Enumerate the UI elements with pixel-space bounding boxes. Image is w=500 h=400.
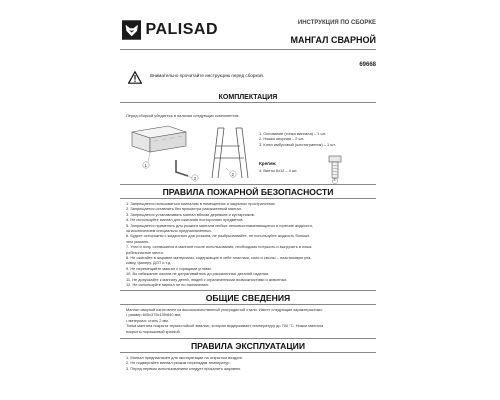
callout-1: 1 (144, 163, 147, 168)
general-divider-bottom (120, 304, 376, 305)
operation-divider-top (120, 338, 376, 339)
fire-rule-line: ковку, фанеру, ДСП и т.д. (126, 260, 172, 266)
warning-triangle-icon (128, 71, 142, 84)
fire-rule-line: 7. Угли и золу, оставшиеся в мангале после использования, необходимо потушить и выгрузить в пожа- (126, 244, 313, 250)
hex-key-figure (176, 160, 188, 176)
fire-safety-list (126, 201, 313, 288)
fox-logo-icon (122, 19, 141, 41)
fire-rule-line: 6. Будьте осторожны с жидкостью для розжига, не разбрызгивайте, не используйте жидкость больше, (126, 233, 311, 239)
general-line: Топка мангала покрыта термостойкой эмалью, которая выдерживает температуру до 700 °С. Ножки мангала (126, 323, 324, 329)
fire-rule-line: 11. Не допускайте к мангалу детей, людей с ограниченными возможностями и животных. (126, 276, 288, 282)
fire-rule-line: 9. Не перемещайте мангал с горящими углями. (126, 265, 212, 271)
header-divider (120, 49, 376, 50)
kit-components-figure (126, 122, 258, 182)
kit-divider-top (120, 102, 376, 103)
brazier-base-figure (132, 126, 186, 152)
kit-intro: Перед сборкой убедитесь в наличии следующих компонентов: (126, 113, 240, 118)
brand-name: PALISAD (145, 21, 218, 38)
fire-rule-line: 1. Запрещается пользоваться мангалом в помещениях и закрытых пространствах. (126, 201, 276, 206)
article-number: 69668 (359, 62, 376, 68)
kit-title: КОМПЛЕКТАЦИЯ (200, 94, 296, 101)
operation-list (126, 355, 243, 371)
callout-circles (143, 162, 236, 181)
kit-item-2: 2. Ножка опорная – 2 шт. (259, 136, 305, 142)
fasteners-label: Крепеж (259, 161, 276, 166)
instruction-page (120, 14, 382, 400)
operation-divider-bottom (120, 352, 376, 353)
fire-rule-line: 4. Не используйте мангал для сжигания посторонних предметов. (126, 217, 244, 223)
callout-4: 4 (333, 178, 336, 183)
operation-rule-line: 2. Не подвергайте мангал резким перепадам температур. (126, 360, 231, 366)
fire-safety-title: ПРАВИЛА ПОЖАРНОЙ БЕЗОПАСНОСТИ (162, 187, 334, 197)
fire-rule-line: за исключением специально предназначенных. (126, 228, 213, 234)
fire-rule-line: чем указано. (126, 238, 150, 244)
callout-3: 3 (193, 176, 196, 181)
fire-rule-line: 8. Не сжигайте в жаровне материалы, содержащие в себе пластики, клеи и смолы – пластиковую упа- (126, 255, 312, 261)
general-line: • материал: сталь 2 мм. (126, 317, 169, 323)
warning-text: Внимательно прочитайте инструкцию перед сборкой. (150, 73, 264, 78)
operation-rule-line: 1. Мангал предназначен для эксплуатации на открытом воздухе. (126, 355, 244, 360)
fire-rule-line: робезопасное место. (126, 249, 165, 255)
callout-2: 2 (231, 172, 234, 177)
fire-divider-bottom (120, 198, 376, 199)
general-line: • размер 605х375х139/840 мм; (126, 312, 182, 318)
fire-rule-line: 5. Запрещается применять для розжига мангала любые легковоспламеняющиеся и горючие жидкости, (126, 222, 313, 228)
general-divider-top (120, 290, 376, 291)
brand-logo (122, 18, 218, 42)
general-info (126, 307, 323, 334)
fire-rule-line: 3. Запрещается устанавливать мангал вблизи деревьев и кустарников. (126, 211, 255, 217)
callout-lines (148, 152, 230, 178)
support-leg-figure (212, 128, 248, 178)
fire-rule-line: 2. Запрещается оставлять без присмотра разожженный мангал. (126, 206, 242, 212)
general-line: Мангал сварной изготовлен из высококачественной углеродистой стали. Имеет следующие характеристики: (126, 307, 323, 312)
fire-rule-line: 12. Не используйте мангал не по назначению. (126, 282, 210, 288)
product-title: МАНГАЛ СВАРНОЙ (290, 35, 376, 45)
kit-item-1: 1. Основание (топка мангала) – 1 шт. (259, 131, 327, 136)
document-type: ИНСТРУКЦИЯ ПО СБОРКЕ (297, 20, 376, 26)
operation-rule-line: 3. Перед первым использованием следует прокалить жаровню. (126, 365, 242, 371)
general-title: ОБЩИЕ СВЕДЕНИЯ (205, 293, 291, 303)
fire-divider-top (120, 184, 376, 185)
fire-rule-line: 10. Во избежание ожогов не дотрагивайтесь до раскаленных деталей изделия. (126, 271, 270, 277)
fastener-item: 4. Винты 6х12 – 4 шт. (259, 168, 298, 173)
general-line: покрыты порошковой краской. (126, 328, 181, 334)
operation-title: ПРАВИЛА ЭКСПЛУАТАЦИИ (190, 341, 306, 351)
kit-item-3: 3. Ключ имбусовый (шестигранник) – 1 шт. (259, 141, 336, 147)
